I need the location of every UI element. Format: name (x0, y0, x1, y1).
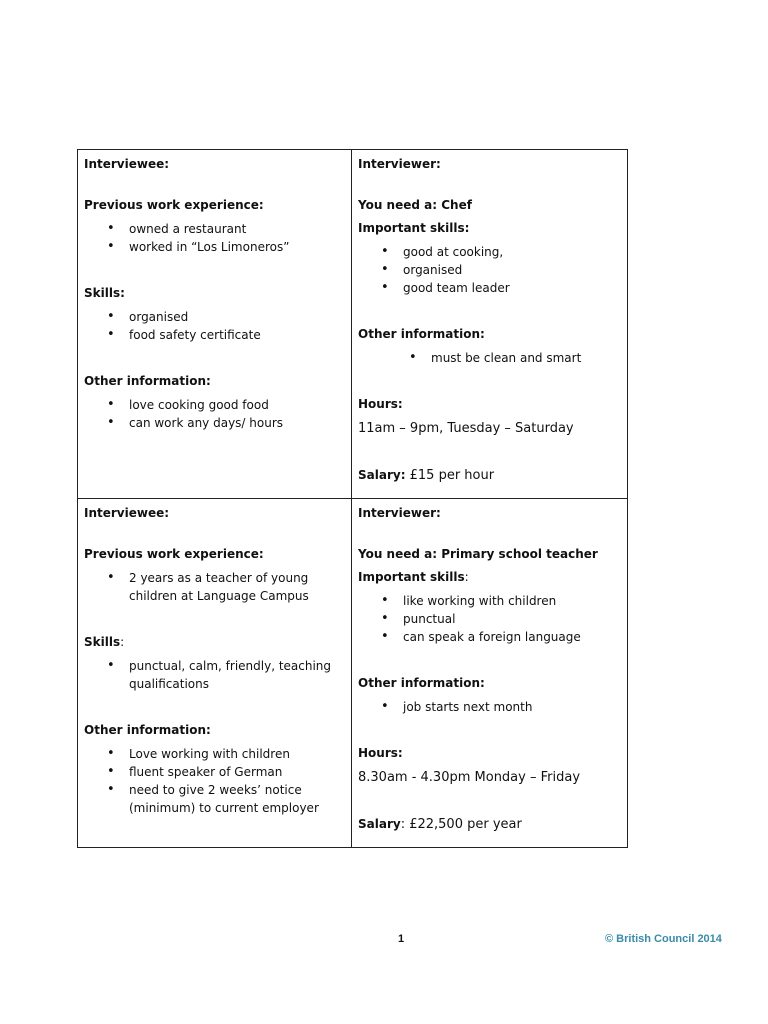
role-card-table (77, 149, 628, 848)
interviewer-card-chef (352, 150, 628, 499)
important-skills-heading-text: Important skills (358, 570, 465, 584)
important-skills-list (358, 243, 621, 297)
experience-heading: Previous work experience: (84, 198, 264, 212)
experience-heading: Previous work experience: (84, 547, 264, 561)
list-item: • can speak a foreign language (403, 628, 621, 646)
skills-heading-text: Skills (84, 635, 121, 649)
other-info-list (358, 698, 621, 716)
other-info-heading: Other information: (358, 327, 485, 341)
card-row-teacher (78, 499, 628, 848)
interviewee-title: Interviewee: (84, 506, 170, 520)
other-info-list (358, 349, 621, 367)
other-info-heading: Other information: (358, 676, 485, 690)
list-item: • good at cooking, (403, 243, 621, 261)
other-info-list (84, 745, 345, 817)
interviewee-card-teacher (78, 499, 352, 848)
list-item: • worked in “Los Limoneros” (129, 238, 345, 256)
salary-line (358, 815, 621, 834)
skills-list (84, 657, 345, 693)
important-skills-colon: : (464, 570, 469, 584)
skills-heading: Skills: (84, 286, 125, 300)
list-item: • 2 years as a teacher of young children at Language Campus (129, 569, 345, 605)
important-skills-heading: Important skills: (358, 221, 470, 235)
list-item: • organised (129, 308, 345, 326)
interviewer-card-teacher (352, 499, 628, 848)
list-item: • owned a restaurant (129, 220, 345, 238)
list-item: • job starts next month (403, 698, 621, 716)
experience-list (84, 569, 345, 605)
salary-line (358, 466, 621, 485)
skills-heading-colon: : (120, 635, 125, 649)
interviewee-title: Interviewee: (84, 157, 170, 171)
job-title: You need a: Primary school teacher (358, 547, 598, 561)
page-number: 1 (398, 933, 405, 945)
hours-heading: Hours: (358, 746, 403, 760)
list-item: • Love working with children (129, 745, 345, 763)
list-item: • punctual, calm, friendly, teaching qualifications (129, 657, 345, 693)
list-item: • fluent speaker of German (129, 763, 345, 781)
skills-heading (84, 633, 345, 651)
hours-value: 11am – 9pm, Tuesday – Saturday (358, 421, 574, 436)
experience-list (84, 220, 345, 256)
list-item: • good team leader (403, 279, 621, 297)
other-info-list (84, 396, 345, 432)
card-row-chef (78, 150, 628, 499)
salary-label: Salary: (358, 468, 406, 482)
list-item: • organised (403, 261, 621, 279)
copyright-notice: © British Council 2014 (605, 933, 722, 945)
skills-list (84, 308, 345, 344)
salary-value: £15 per hour (405, 468, 495, 483)
hours-heading: Hours: (358, 397, 403, 411)
list-item: • like working with children (403, 592, 621, 610)
important-skills-heading (358, 568, 621, 586)
interviewer-title: Interviewer: (358, 157, 441, 171)
list-item: • punctual (403, 610, 621, 628)
hours-value: 8.30am - 4.30pm Monday – Friday (358, 770, 581, 785)
list-item: • love cooking good food (129, 396, 345, 414)
other-info-heading: Other information: (84, 723, 211, 737)
salary-label: Salary (358, 817, 401, 831)
interviewee-card-chef (78, 150, 352, 499)
list-item: • need to give 2 weeks’ notice (minimum) to current employer (129, 781, 345, 817)
list-item: • food safety certificate (129, 326, 345, 344)
job-title: You need a: Chef (358, 198, 472, 212)
salary-value: : £22,500 per year (400, 817, 522, 832)
other-info-heading: Other information: (84, 374, 211, 388)
list-item: • can work any days/ hours (129, 414, 345, 432)
list-item: • must be clean and smart (431, 349, 621, 367)
important-skills-list (358, 592, 621, 646)
interviewer-title: Interviewer: (358, 506, 441, 520)
